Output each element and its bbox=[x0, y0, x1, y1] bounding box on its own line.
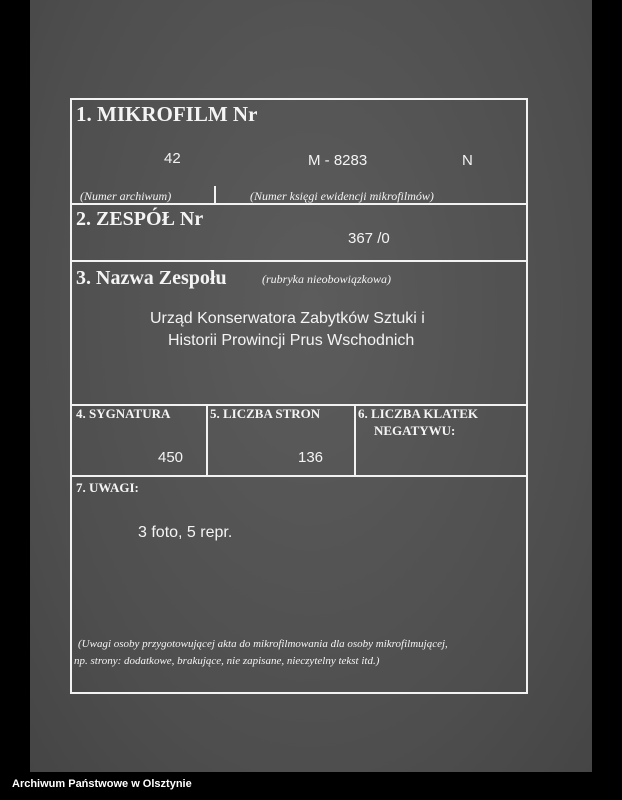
microfilm-index-card bbox=[70, 98, 528, 694]
archive-name-footer: Archiwum Państwowe w Olsztynie bbox=[12, 778, 192, 790]
register-number-value: M - 8283 bbox=[308, 152, 368, 169]
uwagi-label: 7. UWAGI: bbox=[76, 480, 139, 495]
mikrofilm-label: 1. MIKROFILM Nr bbox=[76, 102, 258, 126]
uwagi-footnote-line1: (Uwagi osoby przygotowującej akta do mikrofilmowania dla osoby mikrofilmującej, bbox=[78, 638, 448, 650]
uwagi-footnote-line2: np. strony: dodatkowe, brakujące, nie zapisane, nieczytelny tekst itd.) bbox=[74, 655, 380, 667]
divider bbox=[72, 475, 526, 477]
register-number-caption: (Numer księgi ewidencji mikrofilmów) bbox=[250, 189, 434, 203]
nazwa-zespolu-label: 3. Nazwa Zespołu bbox=[76, 267, 227, 289]
divider bbox=[354, 404, 356, 475]
register-letter-value: N bbox=[462, 152, 473, 169]
liczba-stron-value: 136 bbox=[298, 449, 324, 466]
divider bbox=[206, 404, 208, 475]
divider bbox=[214, 186, 216, 203]
nazwa-zespolu-note: (rubryka nieobowiązkowa) bbox=[262, 272, 391, 286]
divider bbox=[72, 260, 526, 262]
zespol-label: 2. ZESPÓŁ Nr bbox=[76, 208, 204, 230]
liczba-stron-label: 5. LICZBA STRON bbox=[210, 406, 321, 421]
zespol-name-line1: Urząd Konserwatora Zabytków Sztuki i bbox=[150, 310, 425, 327]
zespol-name-line2: Historii Prowincji Prus Wschodnich bbox=[168, 332, 415, 349]
negatywu-label: NEGATYWU: bbox=[374, 423, 456, 438]
liczba-klatek-label: 6. LICZBA KLATEK bbox=[358, 406, 479, 421]
sygnatura-label: 4. SYGNATURA bbox=[76, 406, 171, 421]
archive-number-caption: (Numer archiwum) bbox=[80, 189, 172, 203]
sygnatura-value: 450 bbox=[158, 449, 184, 466]
zespol-value: 367 /0 bbox=[348, 230, 390, 247]
uwagi-value: 3 foto, 5 repr. bbox=[138, 524, 233, 541]
archive-number-value: 42 bbox=[164, 150, 181, 167]
